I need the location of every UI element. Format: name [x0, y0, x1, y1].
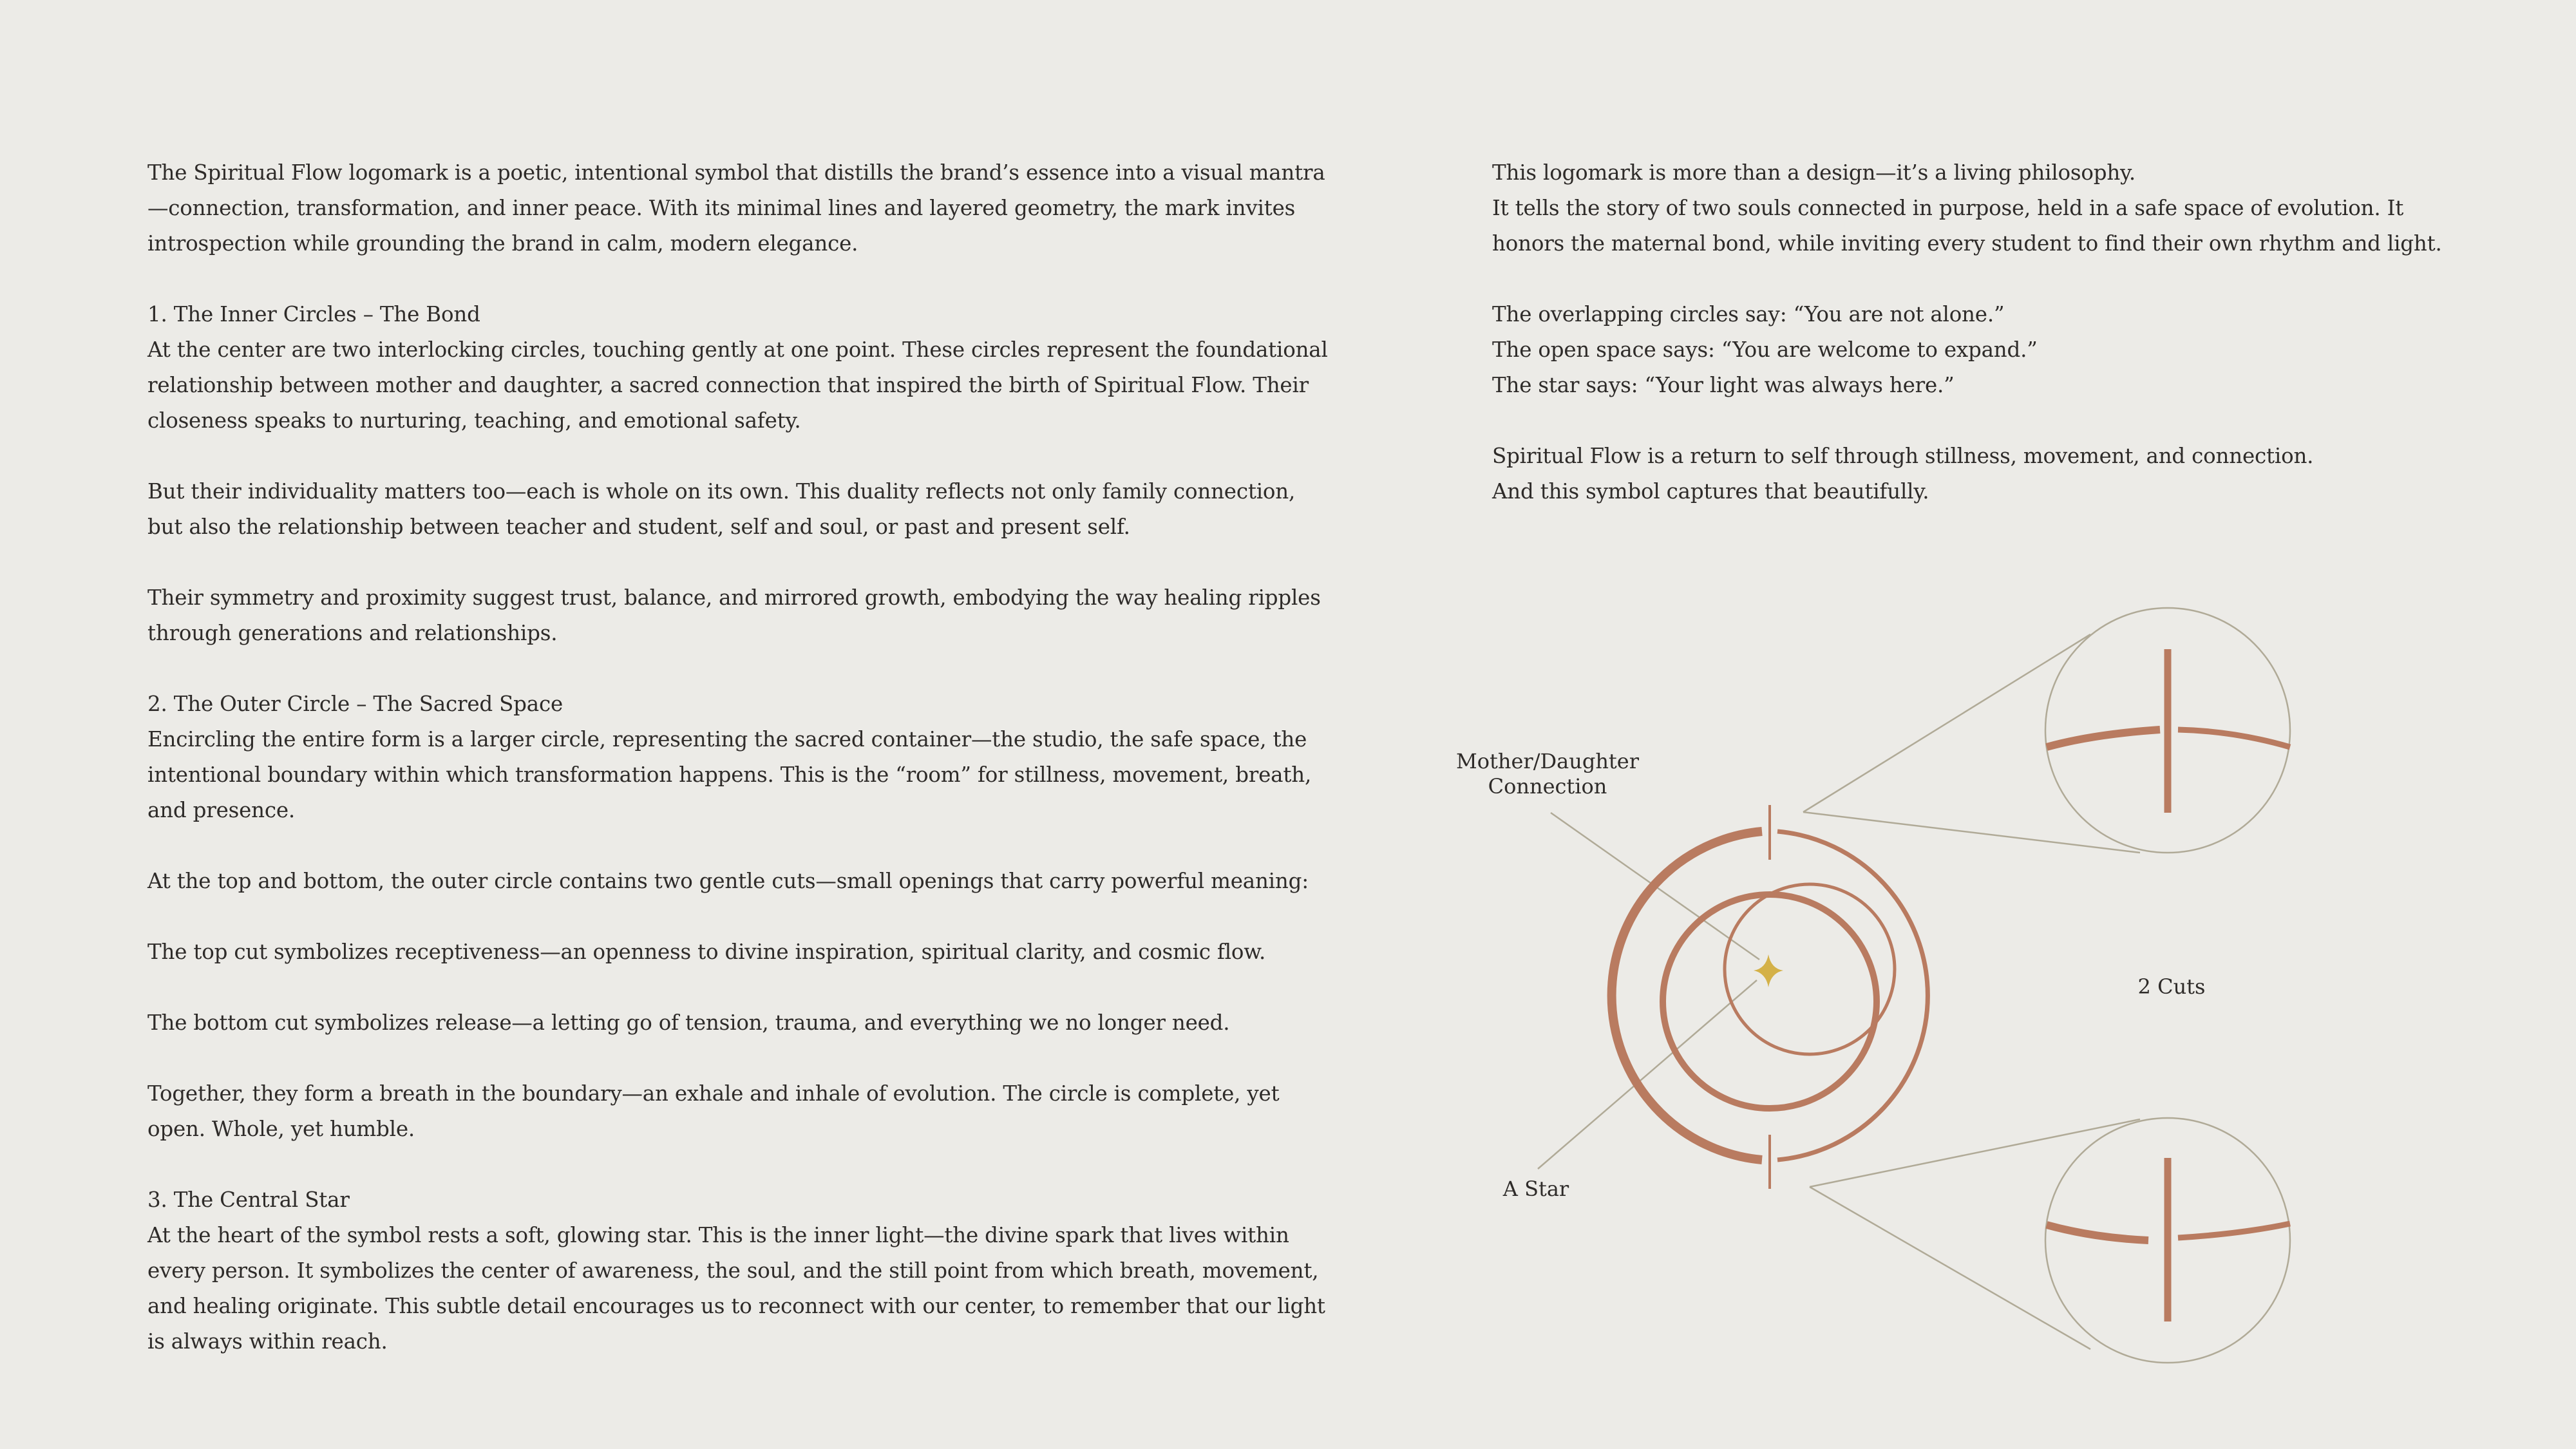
philosophy-paragraph — [1492, 155, 2458, 261]
outer-circle-left-arc — [1612, 831, 1762, 1160]
label-2-cuts: 2 Cuts — [2137, 974, 2206, 999]
right-text-column — [1492, 155, 2458, 509]
section-inner-circles — [147, 297, 1332, 439]
section-body: Encircling the entire form is a larger circle, representing the sacred container—the studio, the safe space, the intentional boundary within which transformation happens. This is the “room” for stillness, movement, breath, and presence. — [147, 727, 1312, 822]
paragraph: Their symmetry and proximity suggest trust, balance, and mirrored growth, embodying the way healing ripples through generations and relationships. — [147, 585, 1321, 645]
section-heading: 1. The Inner Circles – The Bond — [147, 302, 480, 327]
zoom-circle — [2045, 608, 2290, 853]
label-a-star: A Star — [1502, 1177, 1569, 1201]
leader-line-top-cut-upper — [1803, 634, 2090, 812]
paragraph: Together, they form a breath in the boundary—an exhale and inhale of evolution. The circle is complete, yet open. Whole, yet humble. — [147, 1081, 1280, 1141]
text-line: This logomark is more than a design—it’s a living philosophy. — [1492, 160, 2136, 185]
section-heading: 2. The Outer Circle – The Sacred Space — [147, 692, 563, 716]
text-line: It tells the story of two souls connected in purpose, held in a safe space of evolution. It honors the maternal bond, while inviting every student to find their own rhythm and light. — [1492, 196, 2442, 256]
zoom-arc-left — [2047, 1225, 2148, 1240]
section-outer-circle — [147, 687, 1332, 828]
zoom-arc-left — [2047, 730, 2160, 747]
leader-line-bottom-cut-upper — [1810, 1119, 2140, 1187]
text-line: Spiritual Flow is a return to self through stillness, movement, and connection. — [1492, 444, 2314, 468]
text-line: And this symbol captures that beautifully. — [1492, 479, 1929, 504]
leader-line-connection — [1551, 813, 1759, 960]
quote-line: The star says: “Your light was always here.” — [1492, 373, 1955, 397]
zoom-arc-right — [2178, 1224, 2290, 1238]
label-line: Connection — [1488, 774, 1607, 799]
zoom-arc-right — [2178, 730, 2290, 747]
paragraph: The bottom cut symbolizes release—a letting go of tension, trauma, and everything we no longer need. — [147, 1010, 1230, 1035]
leader-lines — [1538, 634, 2140, 1349]
paragraph: But their individuality matters too—each is whole on its own. This duality reflects not only family connection, but also the relationship between teacher and student, self and soul, or past and present self. — [147, 479, 1296, 539]
section-central-star — [147, 1182, 1332, 1359]
paragraph: At the top and bottom, the outer circle contains two gentle cuts—small openings that carry powerful meaning: — [147, 869, 1309, 893]
quote-line: The open space says: “You are welcome to expand.” — [1492, 337, 2038, 362]
outer-circle-right-arc — [1777, 831, 1927, 1160]
intro-paragraph: The Spiritual Flow logomark is a poetic, intentional symbol that distills the brand’s essence into a visual mantra—connection, transformation, and inner peace. With its minimal lines and layered geometry, the mark invites introspection while grounding the brand in calm, modern elegance. — [147, 160, 1325, 256]
closing-paragraph — [1492, 439, 2458, 509]
zoom-circle — [2045, 1118, 2290, 1363]
label-mother-daughter-connection — [1451, 749, 1644, 799]
label-line: Mother/Daughter — [1455, 749, 1640, 773]
leader-line-top-cut-lower — [1803, 812, 2140, 853]
star-icon — [1754, 954, 1783, 987]
section-body: At the heart of the symbol rests a soft, glowing star. This is the inner light—the divine spark that lives within every person. It symbolizes the center of awareness, the soul, and the still point from which breath, movement, and healing originate. This subtle detail encourages us to reconnect with our center, to remember that our light is always within reach. — [147, 1223, 1325, 1354]
section-heading: 3. The Central Star — [147, 1188, 350, 1212]
paragraph: The top cut symbolizes receptiveness—an openness to divine inspiration, spiritual clarity, and cosmic flow. — [147, 940, 1266, 964]
inner-circle-large — [1663, 895, 1877, 1108]
left-text-column — [147, 155, 1332, 1359]
inner-circle-small — [1725, 884, 1895, 1054]
section-body: At the center are two interlocking circles, touching gently at one point. These circles represent the foundational relationship between mother and daughter, a sacred connection that inspired the birth of Spiritual Flow. Their closeness speaks to nurturing, teaching, and emotional safety. — [147, 337, 1328, 433]
leader-line-bottom-cut-lower — [1810, 1187, 2090, 1349]
quotes-paragraph — [1492, 297, 2458, 403]
top-cut-zoom — [2045, 608, 2290, 853]
leader-line-star — [1538, 980, 1757, 1169]
logomark — [1612, 805, 1928, 1189]
quote-line: The overlapping circles say: “You are not alone.” — [1492, 302, 2005, 327]
bottom-cut-zoom — [2045, 1118, 2290, 1363]
